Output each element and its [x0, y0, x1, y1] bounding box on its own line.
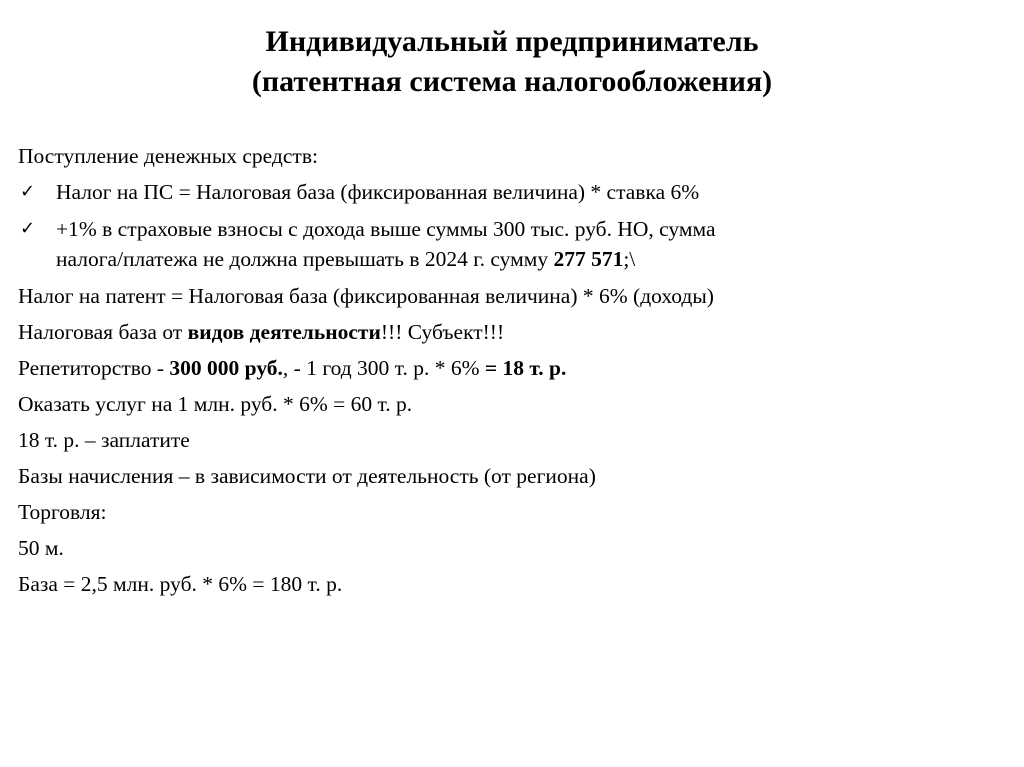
bases-line: Базы начисления – в зависимости от деятельность (от региона): [18, 464, 596, 488]
bullet-text-pre: налога/платежа не должна превышать в 2024 г. сумму: [56, 247, 554, 271]
bullet-text-line-1: +1% в страховые взносы с дохода выше суммы 300 тыс. руб. НО, сумма: [56, 217, 716, 241]
bullet-tax-formula: [18, 174, 1008, 210]
cash-inflow-heading: Поступление денежных средств:: [18, 144, 318, 168]
tax-base-line: [18, 314, 1008, 350]
tutoring-mid: , - 1 год 300 т. р. * 6%: [282, 356, 485, 380]
services-line: Оказать услуг на 1 млн. руб. * 6% = 60 т. р.: [18, 392, 413, 416]
pay-line: 18 т. р. – заплатите: [18, 428, 190, 452]
bullet-text-line-2: [56, 244, 1008, 274]
tutoring-pre: Репетиторство -: [18, 356, 170, 380]
base-calc-line: База = 2,5 млн. руб. * 6% = 180 т. р.: [18, 572, 343, 596]
title-line-1: Индивидуальный предприниматель: [265, 25, 759, 58]
check-icon: ✓: [20, 181, 36, 202]
tutoring-line: [18, 350, 1008, 386]
slide-content: [18, 138, 1008, 602]
bullet-text: Налог на ПС = Налоговая база (фиксированная величина) * ставка 6%: [56, 180, 700, 204]
trade-line: Торговля:: [18, 500, 107, 524]
tutoring-amount: 300 000 руб.: [169, 356, 283, 380]
max-amount: 277 571: [553, 247, 624, 271]
title-line-2: (патентная система налогообложения): [251, 65, 773, 98]
tutoring-result: = 18 т. р.: [484, 356, 567, 380]
bullet-text-post: ;\: [623, 247, 636, 271]
tax-base-pre: Налоговая база от: [18, 320, 188, 344]
check-icon: ✓: [20, 218, 36, 239]
tax-base-bold: видов деятельности: [187, 320, 381, 344]
patent-formula-line: Налог на патент = Налоговая база (фиксированная величина) * 6% (доходы): [18, 284, 714, 308]
bullet-insurance-contributions: [18, 210, 1008, 278]
tax-base-post: !!! Субъект!!!: [380, 320, 505, 344]
slide-title: [0, 22, 1024, 102]
area-line: 50 м.: [18, 536, 64, 560]
